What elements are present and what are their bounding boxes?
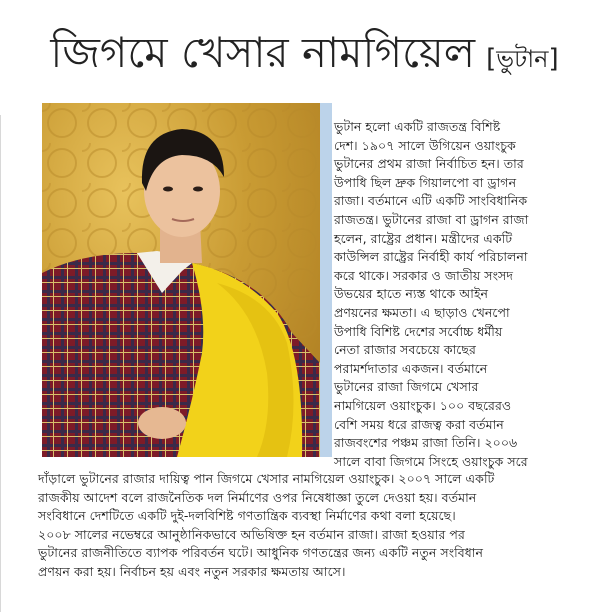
column-line: দেশ। ১৯০৭ সালে উগিয়েন ওয়াংচুক: [334, 137, 516, 153]
column-line: করে থাকে। সরকার ও জাতীয় সংসদ: [334, 267, 513, 283]
column-line: রাজতন্ত্র। ভুটানের রাজা বা ড্রাগন রাজা: [334, 211, 529, 227]
portrait-photo: [42, 103, 320, 457]
portrait-illustration: [42, 103, 320, 457]
article-column-text: [334, 118, 592, 471]
article-title: [0, 20, 609, 91]
column-paragraph: [334, 118, 592, 471]
column-line: রাজবংশের পঞ্চম রাজা তিনি। ২০০৬: [334, 435, 518, 451]
wide-line: দাঁড়ালে ভুটানের রাজার দায়িত্ব পান জিগমে খেসার নামগিয়েল ওয়াংচুক। ২০০৭ সালে একটি: [38, 471, 495, 486]
column-line: উপাধি বিশিষ্ট দেশের সর্বোচ্চ ধর্মীয়: [334, 323, 503, 339]
column-line: বেশি সময় ধরে রাজত্ব করা বর্তমান: [334, 416, 504, 432]
portrait-photo-frame: [42, 103, 332, 457]
wide-line: ২০০৮ সালের নভেম্বরে আনুষ্ঠানিকভাবে অভিষিক্ত হন বর্তমান রাজা। রাজা হওয়ার পর: [38, 526, 465, 542]
column-line: সালে বাবা জিগমে সিংহে ওয়াংচুক সরে: [334, 453, 528, 469]
column-line: কাউন্সিল রাষ্ট্রের নির্বাহী কার্য পরিচালনা: [334, 249, 528, 265]
wide-paragraph: [38, 470, 598, 582]
column-line: রাজা। বর্তমানে এটি একটি সাংবিধানিক: [334, 193, 528, 209]
wide-line: সংবিধানে দেশটিতে একটি দুই-দলবিশিষ্ট গণতান্ত্রিক ব্যবস্থা নির্মাণের কথা বলা হয়েছে।: [38, 508, 456, 524]
column-line: উপাধি ছিল দ্রুক গিয়ালপো বা ড্রাগন: [334, 174, 517, 190]
column-line: হলেন, রাষ্ট্রের প্রধান। মন্ত্রীদের একটি: [334, 230, 513, 246]
page-edge-rule: [0, 115, 1, 612]
column-line: নেতা রাজার সবচেয়ে কাছের: [334, 342, 476, 358]
title-country: [ভুটান]: [486, 44, 559, 74]
column-line: উভয়ের হাতে ন্যস্ত থাকে আইন: [334, 286, 489, 302]
column-line: নামগিয়েল ওয়াংচুক। ১০০ বছরেরও: [334, 397, 512, 413]
wide-line: রাজকীয় আদেশ বলে রাজনৈতিক দল নির্মাণের ওপর নিষেধাজ্ঞা তুলে দেওয়া হয়। বর্তমান: [38, 489, 477, 505]
country-label: ভুটান: [496, 45, 549, 73]
wide-line: ভুটানের রাজনীতিতে ব্যাপক পরিবর্তন ঘটে। আধুনিক গণতন্ত্রের জন্য একটি নতুন সংবিধান: [38, 545, 483, 561]
column-line: ভুটান হলো একটি রাজতন্ত্র বিশিষ্ট: [334, 119, 501, 134]
article-wide-text: [38, 470, 598, 582]
wide-line: প্রণয়ন করা হয়। নির্বাচন হয় এবং নতুন সরকার ক্ষমতায় আসে।: [38, 563, 346, 579]
column-line: প্রণয়নের ক্ষমতা। এ ছাড়াও খেনপো: [334, 304, 510, 320]
column-line: পরামর্শদাতার একজন। বর্তমানে: [334, 360, 488, 376]
column-line: ভুটানের প্রথম রাজা নির্বাচিত হন। তার: [334, 156, 524, 172]
column-line: ভুটানের রাজা জিগমে খেসার: [334, 379, 479, 395]
title-name: জিগমে খেসার নামগিয়েল: [50, 28, 476, 77]
